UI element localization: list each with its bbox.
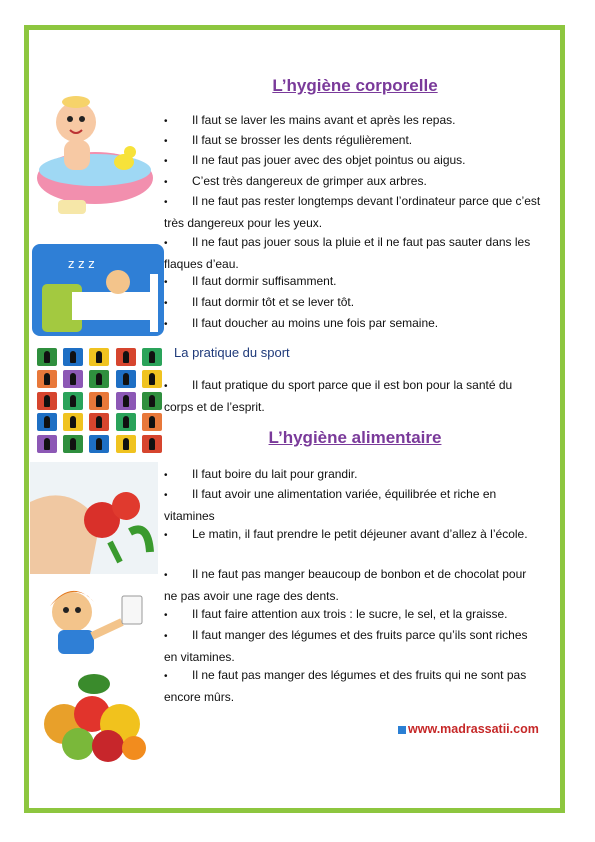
sport-icon — [37, 392, 57, 410]
sport-icon — [63, 435, 83, 453]
site-logo-icon — [398, 726, 406, 734]
list-item: • Il faut manger des légumes et des fruits parce qu’ils sont riches en vitamines. — [164, 628, 528, 664]
washing-vegetables-illustration — [30, 462, 158, 574]
sport-icon — [142, 370, 162, 388]
sports-icons-grid — [37, 348, 165, 454]
list-item: • Il faut se brosser les dents régulièrement. — [164, 133, 413, 147]
list-item: • Il faut doucher au moins une fois par semaine. — [164, 316, 439, 330]
list-item: • Il ne faut pas manger des légumes et des fruits qui ne sont pas encore mûrs. — [164, 668, 527, 704]
list-item: • Il faut dormir tôt et se lever tôt. — [164, 295, 355, 309]
title-hygiene-alimentaire: L’hygiène alimentaire — [268, 428, 442, 447]
list-item: • Il ne faut pas rester longtemps devant l’ordinateur parce que c’est très dangereux pour les yeux. — [164, 194, 541, 230]
list-item: • Le matin, il faut prendre le petit déjeuner avant d’allez à l’école. — [164, 527, 528, 541]
sleeping-child-illustration — [32, 244, 164, 336]
sport-icon — [89, 392, 109, 410]
list-item: • Il faut avoir une alimentation variée, équilibrée et riche en vitamines — [164, 487, 497, 523]
sport-icon — [116, 413, 136, 431]
sport-icon — [63, 348, 83, 366]
list-item: • Il faut dormir suffisamment. — [164, 274, 337, 288]
sport-icon — [89, 370, 109, 388]
list-item: • Il ne faut pas manger beaucoup de bonbon et de chocolat pour ne pas avoir une rage des dents. — [164, 567, 527, 603]
list-item: • Il faut se laver les mains avant et après les repas. — [164, 113, 456, 127]
sport-icon — [89, 348, 109, 366]
fruits-vegetables-illustration — [34, 660, 152, 766]
svg-text:z z z: z z z — [68, 257, 95, 271]
sport-icon — [89, 435, 109, 453]
list-item: • Il ne faut pas jouer sous la pluie et il ne faut pas sauter dans les flaques d’eau. — [164, 235, 531, 271]
sport-icon — [37, 370, 57, 388]
baby-bath-illustration — [30, 92, 160, 222]
footer-website[interactable]: www.madrassatii.com — [398, 722, 539, 736]
sport-icon — [37, 348, 57, 366]
sport-icon — [89, 413, 109, 431]
list-item: • Il faut boire du lait pour grandir. — [164, 467, 358, 481]
sport-icon — [37, 435, 57, 453]
sport-icon — [142, 413, 162, 431]
sport-icon — [142, 348, 162, 366]
sport-icon — [63, 392, 83, 410]
sport-icon — [116, 435, 136, 453]
sport-icon — [142, 392, 162, 410]
sport-icon — [116, 348, 136, 366]
sport-icon — [142, 435, 162, 453]
list-item: • Il ne faut pas jouer avec des objet pointus ou aigus. — [164, 153, 466, 167]
sport-icon — [63, 413, 83, 431]
title-hygiene-corporelle: L’hygiène corporelle — [272, 76, 438, 95]
sport-icon — [37, 413, 57, 431]
sport-icon — [116, 370, 136, 388]
list-item: • Il faut faire attention aux trois : le sucre, le sel, et la graisse. — [164, 607, 508, 621]
sport-icon — [116, 392, 136, 410]
child-drinking-milk-illustration — [36, 578, 154, 656]
list-item: • Il faut pratique du sport parce que il est bon pour la santé du corps et de l’esprit. — [164, 378, 513, 414]
sport-heading: La pratique du sport — [174, 345, 290, 360]
list-item: • C’est très dangereux de grimper aux arbres. — [164, 174, 427, 188]
sport-icon — [63, 370, 83, 388]
